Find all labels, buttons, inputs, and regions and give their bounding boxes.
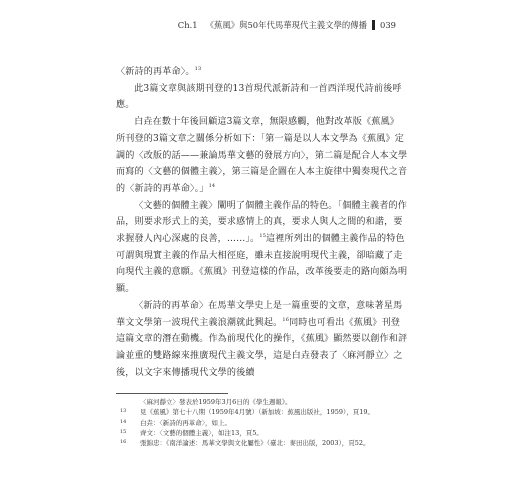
footnote-ref-15: 15 [259,233,267,240]
chapter-label: Ch.1 [177,20,198,30]
page-number: 039 [380,20,396,30]
footnote-14: 14 白垚：〈新詩的再革命〉，如上。 [120,418,231,427]
footnote-rule [116,393,228,394]
paragraph-3: 白垚在數十年後回顧這3篇文章，無限感觸，他對改革版《蕉風》所刊登的3篇文章之關係分析如下：「第一篇是以人本文學為《蕉風》定調的〈改版的話——兼論馬華文藝的發展方向〉，第二篇是配合人本文學而寫的〈文藝的個體主義〉，第三篇是企圖在人本主旋律中獨奏現代之音的〈新詩的再革命〉。」$^{14}$ [116,117,408,194]
paragraph-5: 〈新詩的再革命〉在馬華文學史上是一篇重要的文章，意味著星馬華文文學第一波現代主義浪潮就此興起。$^{16}$同時也可看出《蕉風》刊登這篇文章的潛在動機。作為前現代化的操作，《蕉風》顯然要以創作和評論並重的雙路線來推廣現代主義文學，這是白垚發表了〈麻河靜立〉之後，以文字來傳播現代文學的後續 [116,300,408,378]
paragraph-2: 此3篇文章與該期刊登的13首現代派新詩和一首西洋現代詩前後呼應。 [116,83,402,111]
footnote-ref-13: 13 [194,66,202,72]
chapter-title: 《蕉風》與50年代馬華現代主義文學的傳播 [205,20,367,30]
footnote-16: 16 張錦忠：《南洋論述：馬華文學與文化屬性》（臺北：麥田出版，2003），頁52。 [120,439,370,448]
footnote-ref-16: 16 [282,316,290,323]
footnote-continuation: 〈麻河靜立〉發表於1959年3月6日的《學生週報》。 [140,398,292,406]
footnotes [116,393,408,448]
running-header [178,19,396,31]
paragraph-4: 〈文藝的個體主義〉闡明了個體主義作品的特色。「個體主義者的作品，則要求形式上的美，要求感情上的真，要求人與人之間的和諧，要求握發人內心深處的良善，……」。$^{15}$這裡所列出的個體主義作品的特色可謂與現實主義的作品大相徑庭，雖未直接說明現代主義，卻暗藏了走向現代主義的意願。《蕉風》刊登這樣的作品，改革後要走的路向頗為明顯。 [116,200,408,295]
paragraph-1: 〈新詩的再革命〉。$^{13}$ [116,66,202,77]
footnote-13: 13 見《蕉風》第七十八期（1959年4月號）（新加坡：蕉風出版社，1959），頁19。 [120,408,374,417]
footnote-ref-14: 14 [208,182,216,189]
main-text [116,64,408,381]
footnote-15: 15 齊文：〈文藝的個體主義〉，如注13，頁5。 [120,428,263,437]
header-divider [372,20,375,30]
